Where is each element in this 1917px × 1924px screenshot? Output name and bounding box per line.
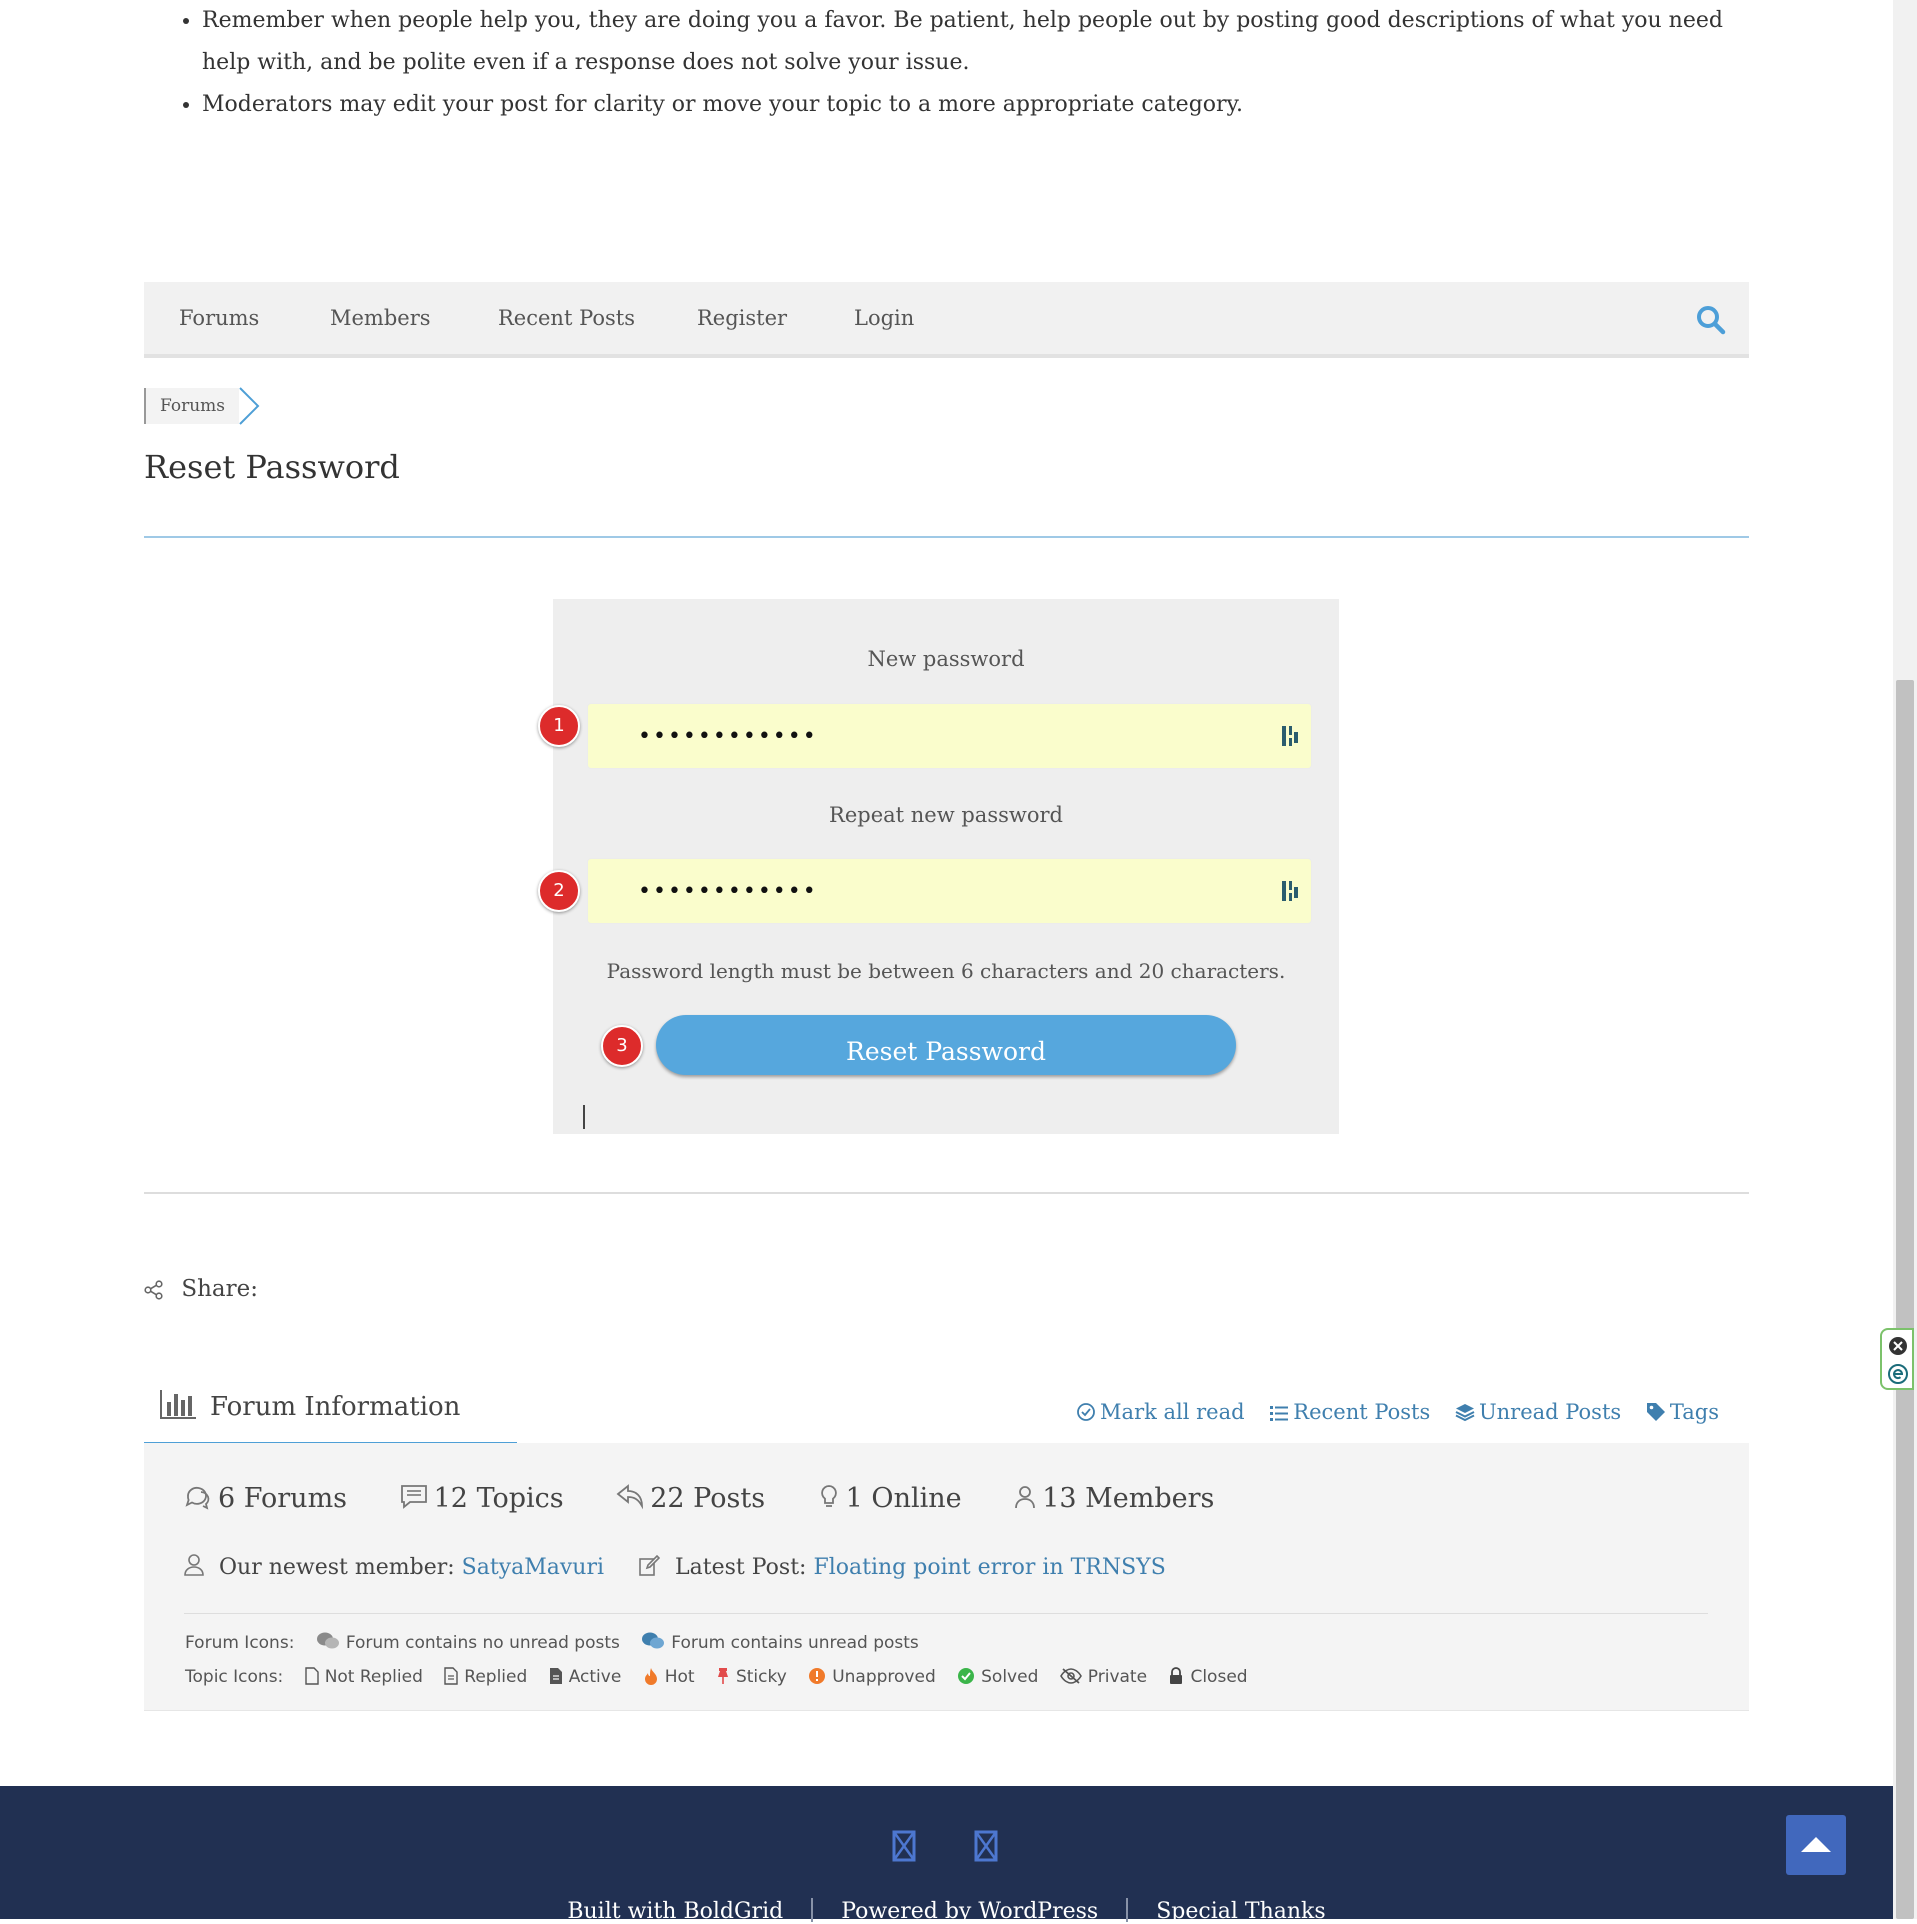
- password-manager-icon[interactable]: [1280, 878, 1302, 904]
- side-widget: [1880, 1328, 1914, 1390]
- legend-text: Forum contains no unread posts: [345, 1633, 620, 1653]
- back-to-top-button[interactable]: [1786, 1815, 1846, 1875]
- forum-rules-list: [178, 0, 1738, 126]
- fire-icon: [643, 1667, 659, 1685]
- list-icon: [1269, 1404, 1289, 1422]
- legend-text: Forum contains unread posts: [671, 1633, 919, 1653]
- lock-icon: [1168, 1667, 1184, 1685]
- nav-item-login[interactable]: Login: [854, 306, 915, 330]
- newest-member-label: Our newest member:: [219, 1555, 455, 1580]
- stat-members: [1014, 1483, 1214, 1514]
- layers-icon: [1455, 1402, 1475, 1422]
- forum-icons-label: Forum Icons:: [185, 1633, 295, 1653]
- nav-item-members[interactable]: Members: [330, 306, 431, 330]
- comments-read-icon: [316, 1631, 340, 1651]
- topic-icons-label: Topic Icons:: [185, 1667, 284, 1687]
- legend-item: [957, 1667, 1038, 1687]
- legend-text: Replied: [464, 1667, 528, 1687]
- nav-item-register[interactable]: Register: [697, 306, 788, 330]
- divider: [184, 1613, 1708, 1614]
- legend-text: Not Replied: [324, 1667, 423, 1687]
- rule-item: • Remember when people help you, they are doing you a favor. Be patient, help people out by posting good descriptions of what you need help with, and be polite even if a response does not solve your issue.: [202, 0, 1738, 84]
- repeat-password-input[interactable]: [587, 858, 1312, 924]
- scrollbar-thumb[interactable]: [1896, 680, 1914, 1919]
- tag-icon: [1646, 1402, 1666, 1422]
- reset-password-button[interactable]: Reset Password: [656, 1015, 1236, 1075]
- reply-icon: [616, 1484, 644, 1510]
- step-badge: 2: [538, 870, 580, 912]
- share-icon[interactable]: [144, 1280, 164, 1300]
- repeat-password-label: Repeat new password: [829, 803, 1063, 827]
- stat-online-text: 1 Online: [845, 1483, 962, 1514]
- stat-members-text: 13 Members: [1042, 1483, 1215, 1514]
- forum-information-panel: [144, 1443, 1749, 1711]
- latest-post-label: Latest Post:: [675, 1555, 807, 1580]
- text-caret: [583, 1105, 585, 1129]
- check-circle-icon: [957, 1667, 975, 1685]
- divider: [144, 536, 1749, 538]
- forum-nav-bar: [144, 282, 1749, 358]
- password-length-hint: Password length must be between 6 characters and 20 characters.: [606, 959, 1286, 983]
- stat-forums: [184, 1483, 347, 1514]
- edit-icon: [638, 1555, 660, 1577]
- topic-icons-legend: [185, 1667, 1264, 1687]
- exclamation-circle-icon: [808, 1667, 826, 1685]
- legend-item: [641, 1633, 918, 1653]
- footer-link-wordpress[interactable]: Powered by WordPress: [841, 1899, 1099, 1924]
- rule-item: • Moderators may edit your post for clarity or move your topic to a more appropriate category.: [202, 84, 1738, 126]
- legend-text: Sticky: [735, 1667, 787, 1687]
- stat-forums-text: 6 Forums: [218, 1483, 348, 1514]
- recent-posts-label: Recent Posts: [1293, 1400, 1431, 1424]
- legend-text: Active: [568, 1667, 622, 1687]
- lightbulb-icon: [818, 1484, 840, 1510]
- unread-posts-link[interactable]: [1455, 1400, 1621, 1424]
- forum-information-title: Forum Information: [210, 1392, 461, 1422]
- divider: [144, 1192, 1749, 1194]
- bar-chart-icon: [158, 1388, 198, 1420]
- share-row: [144, 1276, 258, 1302]
- mark-all-read-label: Mark all read: [1100, 1400, 1245, 1424]
- legend-item: [305, 1667, 423, 1687]
- social-icon[interactable]: [974, 1830, 998, 1862]
- stat-topics-text: 12 Topics: [433, 1483, 564, 1514]
- forum-information-tab[interactable]: [144, 1380, 517, 1446]
- password-manager-icon[interactable]: [1280, 723, 1302, 749]
- nav-item-recent-posts[interactable]: Recent Posts: [498, 306, 635, 330]
- legend-item: [444, 1667, 527, 1687]
- forum-quick-links: [1058, 1400, 1719, 1424]
- footer-link-special-thanks[interactable]: Special Thanks: [1156, 1899, 1326, 1924]
- legend-text: Solved: [981, 1667, 1039, 1687]
- user-icon: [184, 1553, 204, 1577]
- share-label: Share:: [181, 1276, 258, 1302]
- tags-link[interactable]: [1646, 1400, 1719, 1424]
- stat-posts-text: 22 Posts: [650, 1483, 766, 1514]
- eye-slash-icon: [1060, 1667, 1082, 1685]
- legend-text: Hot: [664, 1667, 695, 1687]
- file-solid-icon: [549, 1667, 563, 1685]
- legend-text: Unapproved: [832, 1667, 936, 1687]
- nav-item-forums[interactable]: Forums: [179, 306, 260, 330]
- footer-link-boldgrid[interactable]: Built with BoldGrid: [567, 1899, 784, 1924]
- step-badge: 3: [601, 1025, 643, 1067]
- unread-posts-label: Unread Posts: [1478, 1400, 1622, 1424]
- step-badge: 1: [538, 705, 580, 747]
- forum-latest-row: [184, 1553, 1166, 1580]
- social-icon[interactable]: [892, 1830, 916, 1862]
- breadcrumb-item-forums[interactable]: Forums: [160, 396, 226, 416]
- reset-password-form: [553, 599, 1339, 1134]
- mark-all-read-link[interactable]: [1076, 1400, 1245, 1424]
- stat-online: [818, 1483, 962, 1514]
- check-circle-icon: [1076, 1402, 1096, 1422]
- recent-posts-link[interactable]: [1269, 1400, 1430, 1424]
- new-password-input[interactable]: [587, 703, 1312, 769]
- latest-post-link[interactable]: Floating point error in TRNSYS: [813, 1555, 1166, 1580]
- message-square-icon: [400, 1484, 428, 1510]
- stat-topics: [400, 1483, 564, 1514]
- legend-item: [316, 1633, 620, 1653]
- newest-member-link[interactable]: SatyaMavuri: [461, 1555, 605, 1580]
- thumbtack-icon: [716, 1667, 730, 1685]
- legend-item: [1060, 1667, 1147, 1687]
- extension-icon[interactable]: [1888, 1364, 1908, 1384]
- legend-item: [1168, 1667, 1247, 1687]
- file-icon: [305, 1667, 319, 1685]
- legend-item: [716, 1667, 787, 1687]
- legend-item: [808, 1667, 936, 1687]
- legend-text: Private: [1087, 1667, 1148, 1687]
- tags-label: Tags: [1669, 1400, 1719, 1424]
- caret-up-icon: [1786, 1815, 1846, 1875]
- breadcrumb[interactable]: [144, 388, 239, 424]
- forum-stats: [184, 1483, 1258, 1514]
- new-password-label: New password: [867, 647, 1025, 671]
- comments-icon: [184, 1484, 212, 1510]
- footer-links: [0, 1898, 1893, 1924]
- legend-text: Closed: [1190, 1667, 1248, 1687]
- chevron-right-icon: [236, 386, 262, 426]
- page-title: Reset Password: [144, 448, 400, 486]
- search-icon[interactable]: [1695, 304, 1727, 336]
- site-footer: [0, 1786, 1893, 1924]
- legend-item: [549, 1667, 622, 1687]
- comments-unread-icon: [641, 1631, 665, 1651]
- close-icon[interactable]: [1888, 1336, 1908, 1356]
- stat-posts: [616, 1483, 765, 1514]
- user-icon: [1014, 1484, 1036, 1510]
- forum-icons-legend: [185, 1631, 935, 1653]
- file-text-icon: [444, 1667, 458, 1685]
- legend-item: [643, 1667, 695, 1687]
